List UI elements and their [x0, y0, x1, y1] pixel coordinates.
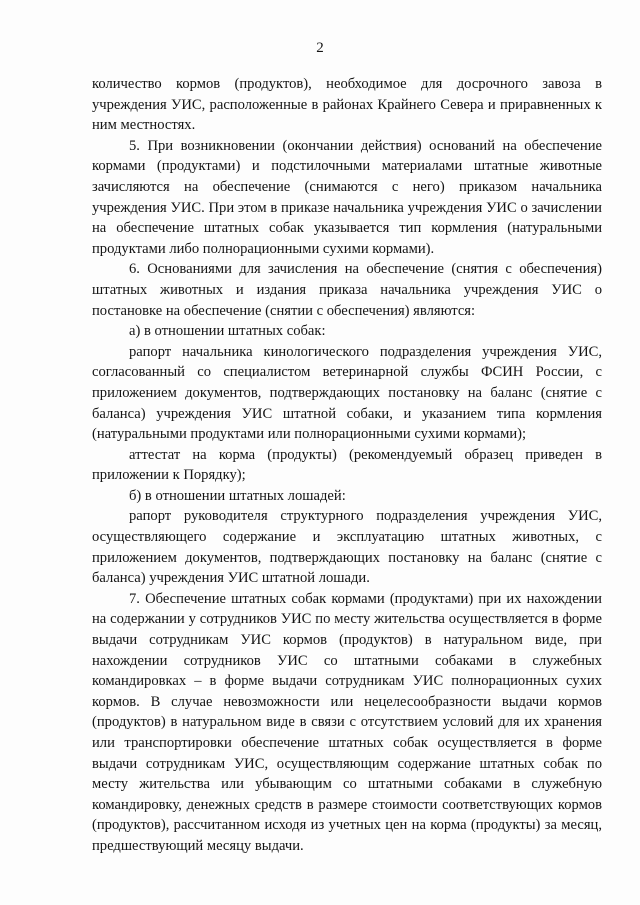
- subitem-a-heading: а) в отношении штатных собак:: [129, 323, 326, 340]
- paragraph-certificate: аттестат на корма (продукты) (рекомендуемый образец приведен в приложении к Порядку);: [92, 446, 602, 484]
- paragraph-report-dogs: рапорт начальника кинологического подразделения учреждения УИС, согласованный со специалистом ветеринарной службы ФСИН России, с приложением документов, подтверждающих постановку на баланс (снятие с баланса) учреждения УИС штатной собаки, и указанием типа кормления (натуральными продуктами или полнорационными сухими кормами);: [92, 343, 602, 443]
- page-number: 2: [316, 40, 324, 56]
- paragraph-item-5: 5. При возникновении (окончании действия) оснований на обеспечение кормами (продуктами) и подстилочными материалами штатные животные зачисляются на обеспечение (снимаются с него) приказом начальника учреждения УИС. При этом в приказе начальника учреждения УИС о зачислении на обеспечение штатных собак указывается тип кормления (натуральными продуктами либо полнорационными сухими кормами).: [92, 137, 602, 257]
- paragraph-continuation: количество кормов (продуктов), необходимое для досрочного завоза в учреждения УИС, расположенные в районах Крайнего Севера и приравненных к ним местностях.: [92, 76, 602, 134]
- subitem-b-heading: б) в отношении штатных лошадей:: [129, 487, 346, 504]
- document-body: [92, 74, 602, 857]
- paragraph-item-6: 6. Основаниями для зачисления на обеспечение (снятия с обеспечения) штатных животных и издания приказа начальника учреждения УИС о постановке на обеспечение (снятии с обеспечения) являются:: [92, 261, 602, 319]
- paragraph-report-horses: рапорт руководителя структурного подразделения учреждения УИС, осуществляющего содержание и эксплуатацию штатных животных, с приложением документов, подтверждающих постановку на баланс (снятие с баланса) учреждения УИС штатной лошади.: [92, 508, 602, 587]
- paragraph-item-7: 7. Обеспечение штатных собак кормами (продуктами) при их нахождении на содержании у сотрудников УИС по месту жительства осуществляется в форме выдачи сотрудникам УИС кормов (продуктов) в натуральном виде, при нахождении сотрудников УИС со штатными собаками в служебных командировках – в форме выдачи сотрудникам УИС полнорационных сухих кормов. В случае невозможности или нецелесообразности выдачи кормов (продуктов) в натуральном виде в связи с отсутствием условий для их хранения или транспортировки обеспечение штатных собак осуществляется в форме выдачи сотрудникам УИС, осуществляющим содержание штатных собак по месту жительства или убывающим со штатными собаками в служебную командировку, денежных средств в размере стоимости соответствующих кормов (продуктов), рассчитанном исходя из учетных цен на корма (продукты) за месяц, предшествующий месяцу выдачи.: [92, 590, 602, 854]
